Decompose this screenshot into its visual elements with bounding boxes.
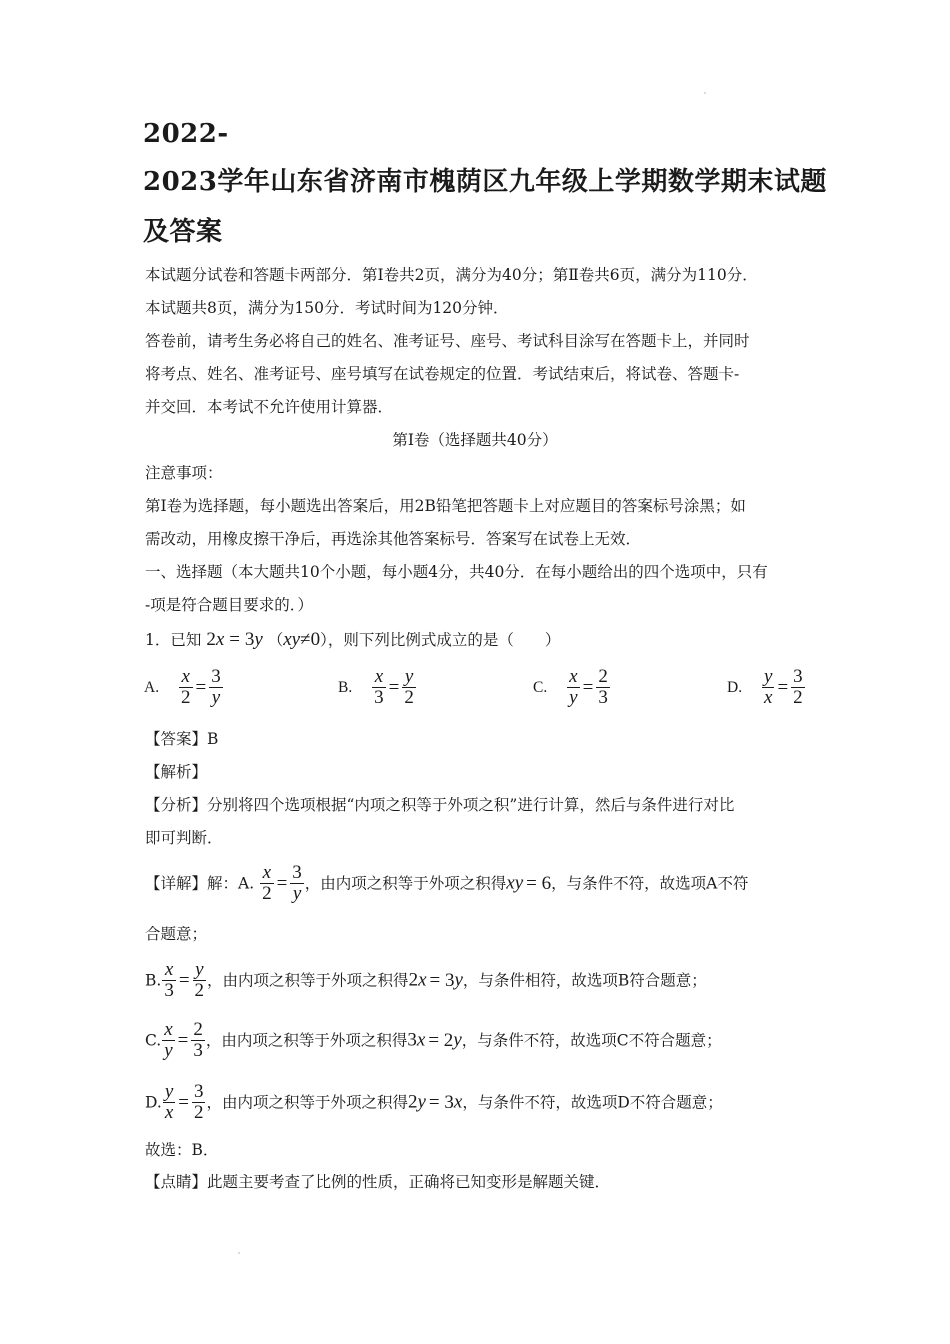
detail-a-cont: 合题意； bbox=[145, 925, 208, 943]
fenxi-text: 【分析】分别将四个选项根据“内项之积等于外项之积”进行计算，然后与条件进行对比 bbox=[145, 796, 735, 814]
intro-line: 将考点、姓名、准考证号、座号填写在试卷规定的位置．考试结束后，将试卷、答题卡- bbox=[145, 365, 740, 383]
section-heading: 第Ⅰ卷（选择题共40分） bbox=[392, 431, 558, 449]
question-number: 1． bbox=[145, 631, 171, 649]
doc-title-line-3: 及答案 bbox=[143, 217, 223, 247]
option-d[interactable]: D. $\frac{y}{x}$ = $\frac{3}{2}$ bbox=[727, 666, 803, 708]
fenxi-text: 即可判断． bbox=[145, 829, 223, 847]
fraction: $\frac{x}{2}$ bbox=[181, 666, 191, 708]
intro-line: 答卷前，请考生务必将自己的姓名、准考证号、座号、考试科目涂写在答题卡上，并同时 bbox=[145, 332, 750, 350]
fraction: $\frac{3}{2}$ bbox=[793, 666, 803, 708]
question-text: 已知 bbox=[170, 631, 202, 649]
notice-text: 第Ⅰ卷为选择题，每小题选出答案后，用2B铅笔把答题卡上对应题目的答案标号涂黑；如 bbox=[145, 497, 746, 515]
part-heading: 一、选择题（本大题共10个小题，每小题4分，共40分．在每小题给出的四个选项中，只有 bbox=[145, 563, 768, 581]
question-1-stem: 1．已知 2x = 3y （xy≠0），则下列比例式成立的是（ ） bbox=[145, 629, 561, 650]
fraction: $\frac{x}{y}$ bbox=[569, 666, 578, 708]
conclusion: 故选：B． bbox=[145, 1141, 219, 1159]
option-b[interactable]: B. $\frac{x}{3}$ = $\frac{y}{2}$ bbox=[338, 666, 414, 708]
doc-title-line-2: 2023学年山东省济南市槐荫区九年级上学期数学期末试题 bbox=[143, 167, 827, 197]
fraction: $\frac{2}{3}$ bbox=[598, 666, 608, 708]
detail-b: B. $\frac{x}{3}$ = $\frac{y}{2}$ ，由内项之积等于外项之积得2x = 3y，与条件相符，故选项B符合题意； bbox=[145, 959, 707, 1001]
notice-label: 注意事项： bbox=[145, 464, 223, 482]
scan-speck bbox=[704, 92, 706, 94]
analysis-tag: 【解析】 bbox=[145, 763, 208, 781]
detail-d: D. $\frac{y}{x}$ = $\frac{3}{2}$ ，由内项之积等于外项之积得2y = 3x，与条件不符，故选项D不符合题意； bbox=[145, 1081, 723, 1123]
fraction: $\frac{y}{2}$ bbox=[404, 666, 414, 708]
detail-a: 【详解】解：A. $\frac{x}{2}$ = $\frac{3}{y}$ ，由内项之积等于外项之积得xy = 6，与条件不符，故选项A不符 bbox=[145, 862, 749, 904]
scan-speck bbox=[238, 1252, 240, 1254]
intro-line: 本试题共8页，满分为150分．考试时间为120分钟． bbox=[145, 299, 509, 317]
option-a[interactable]: A. $\frac{x}{2}$ = $\frac{3}{y}$ bbox=[144, 666, 221, 708]
intro-line: 并交回．本考试不允许使用计算器． bbox=[145, 398, 394, 416]
fraction: $\frac{y}{x}$ bbox=[764, 666, 773, 708]
intro-line: 本试题分试卷和答题卡两部分．第Ⅰ卷共2页，满分为40分；第Ⅱ卷共6页，满分为110分． bbox=[145, 266, 758, 284]
fraction: $\frac{3}{y}$ bbox=[211, 666, 221, 708]
notice-text: 需改动，用橡皮擦干净后，再选涂其他答案标号．答案写在试卷上无效． bbox=[145, 530, 642, 548]
answer-tag: 【答案】B bbox=[145, 730, 219, 748]
part-heading: -项是符合题目要求的．） bbox=[145, 596, 313, 614]
detail-c: C. $\frac{x}{y}$ = $\frac{2}{3}$ ，由内项之积等于外项之积得3x = 2y，与条件不符，故选项C不符合题意； bbox=[145, 1019, 722, 1061]
option-c[interactable]: C. $\frac{x}{y}$ = $\frac{2}{3}$ bbox=[533, 666, 608, 708]
dianjing-text: 【点睛】此题主要考查了比例的性质，正确将已知变形是解题关键． bbox=[145, 1173, 611, 1191]
doc-title-line-1: 2022- bbox=[143, 119, 229, 149]
fraction: $\frac{x}{3}$ bbox=[374, 666, 384, 708]
